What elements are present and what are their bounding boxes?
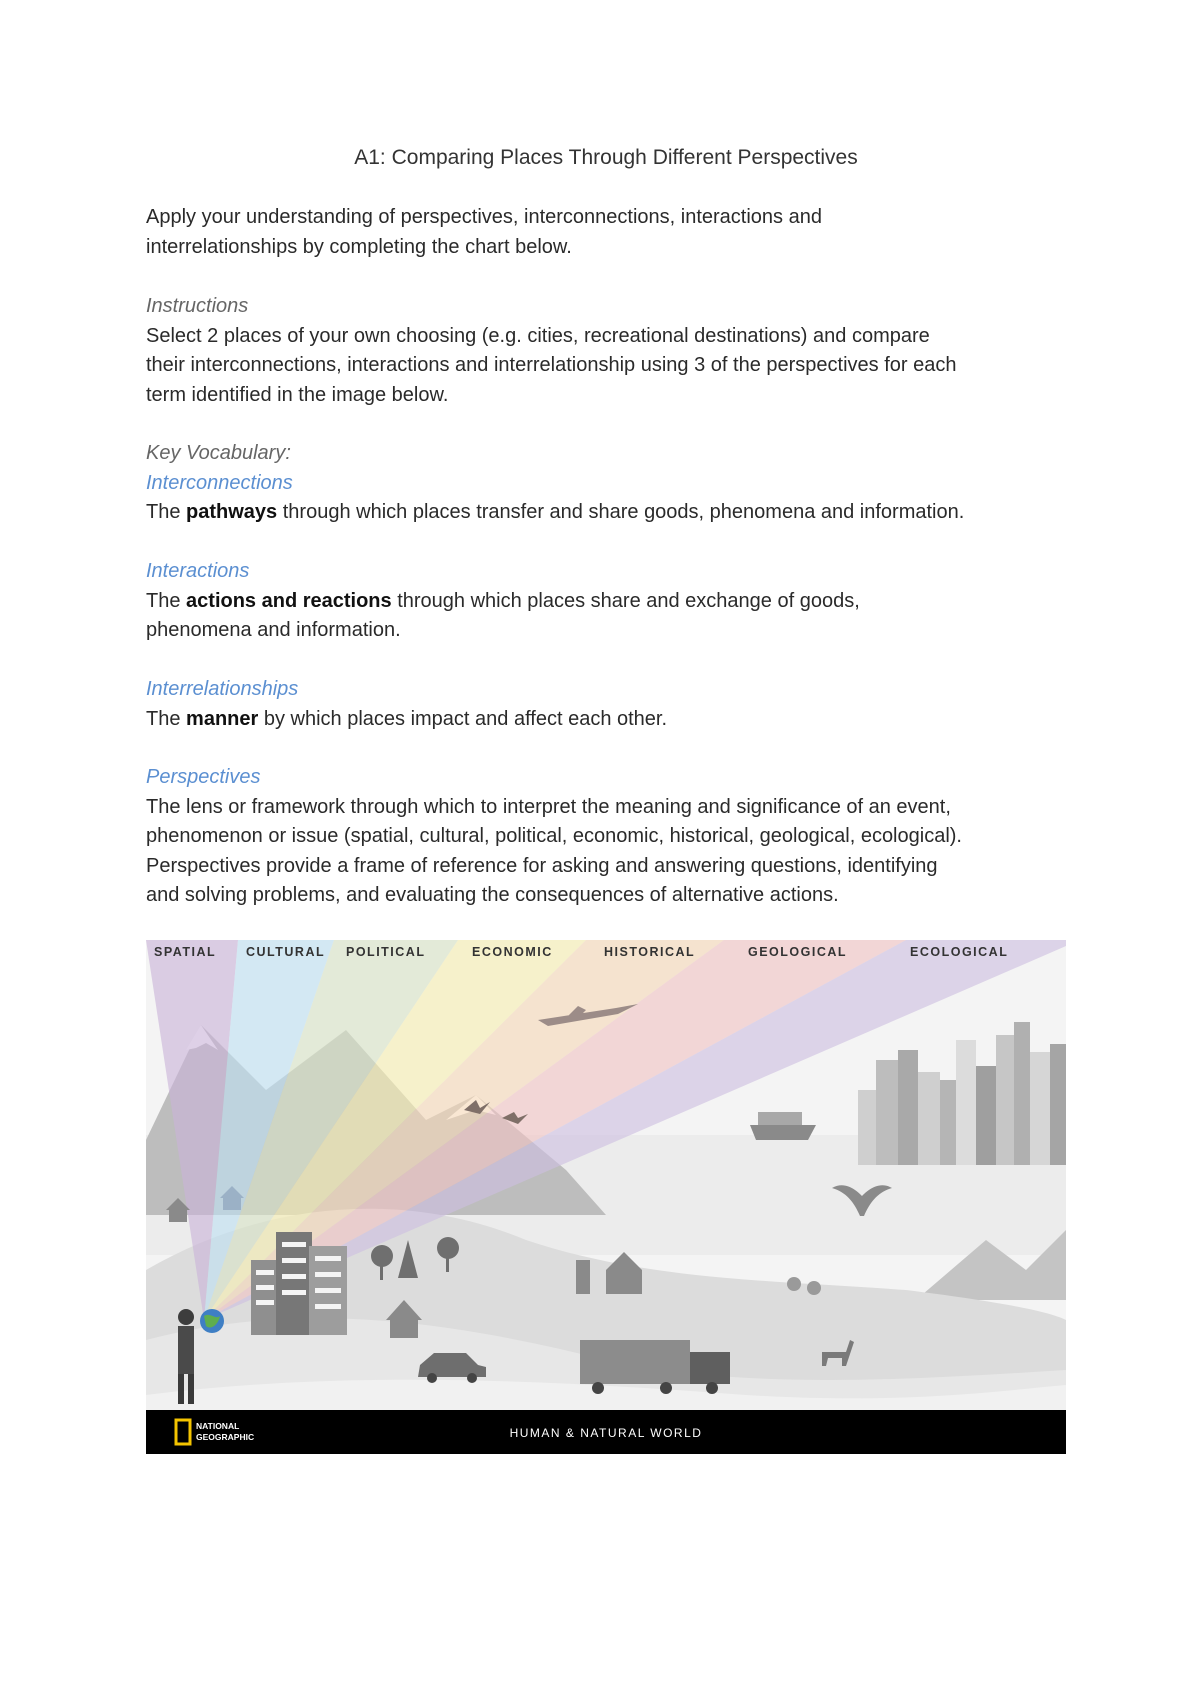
- definition-line: Perspectives provide a frame of reference for asking and answering questions, identifying: [146, 854, 938, 877]
- term-interrelationships: Interrelationships: [146, 678, 299, 700]
- footer-caption: HUMAN & NATURAL WORLD: [509, 1426, 703, 1440]
- instructions-line: term identified in the image below.: [146, 383, 449, 406]
- perspective-label-ecological: ECOLOGICAL: [910, 945, 1009, 959]
- interrelationships-section: [146, 675, 1076, 734]
- definition-text: through which places share and exchange of goods,: [391, 589, 860, 612]
- definition-interactions: [146, 587, 1076, 617]
- definition-line: and solving problems, and evaluating the consequences of alternative actions.: [146, 884, 839, 906]
- instructions-line: their interconnections, interactions and interrelationship using 3 of the perspectives for each: [146, 354, 957, 376]
- intro-paragraph: [146, 203, 1076, 262]
- definition-interconnections: [146, 498, 1076, 528]
- definition-line: phenomenon or issue (spatial, cultural, political, economic, historical, geological, ecological).: [146, 825, 962, 847]
- term-interconnections: Interconnections: [146, 471, 293, 494]
- intro-line: interrelationships by completing the chart below.: [146, 235, 572, 258]
- logo-text-line2: GEOGRAPHIC: [196, 1432, 255, 1442]
- perspective-label-historical: HISTORICAL: [604, 945, 696, 959]
- definition-keyword: actions and reactions: [186, 589, 392, 612]
- key-vocabulary-section: [146, 439, 1076, 528]
- definition-keyword: manner: [186, 707, 259, 730]
- definition-text: The: [146, 707, 187, 730]
- term-perspectives: Perspectives: [146, 766, 261, 788]
- perspective-label-cultural: CULTURAL: [246, 945, 326, 959]
- perspectives-illustration-svg: [146, 940, 1066, 1454]
- definition-interrelationships: [146, 705, 1076, 735]
- perspective-label-political: POLITICAL: [346, 945, 426, 959]
- key-vocabulary-heading: Key Vocabulary:: [146, 442, 291, 464]
- definition-text: The: [146, 501, 187, 523]
- definition-keyword: pathways: [186, 501, 278, 523]
- instructions-heading: Instructions: [146, 295, 249, 317]
- perspectives-section: [146, 763, 1076, 911]
- definition-text: by which places impact and affect each other.: [258, 707, 668, 730]
- intro-line: Apply your understanding of perspectives, interconnections, interactions and: [146, 206, 822, 228]
- definition-text: through which places transfer and share goods, phenomena and information.: [277, 501, 965, 523]
- perspectives-illustration: [146, 940, 1066, 1454]
- instructions-line: Select 2 places of your own choosing (e.g. cities, recreational destinations) and compare: [146, 324, 930, 347]
- definition-text: The: [146, 589, 187, 612]
- perspective-label-geological: GEOLOGICAL: [748, 945, 848, 959]
- definition-line: phenomena and information.: [146, 619, 401, 641]
- instructions-section: [146, 292, 1076, 410]
- definition-line: The lens or framework through which to interpret the meaning and significance of an event,: [146, 795, 951, 818]
- term-interactions: Interactions: [146, 560, 250, 582]
- perspective-label-spatial: SPATIAL: [154, 945, 217, 959]
- interactions-section: [146, 557, 1076, 646]
- page-title: A1: Comparing Places Through Different Perspectives: [354, 146, 858, 169]
- logo-text-line1: NATIONAL: [196, 1421, 240, 1431]
- perspective-label-economic: ECONOMIC: [472, 945, 553, 959]
